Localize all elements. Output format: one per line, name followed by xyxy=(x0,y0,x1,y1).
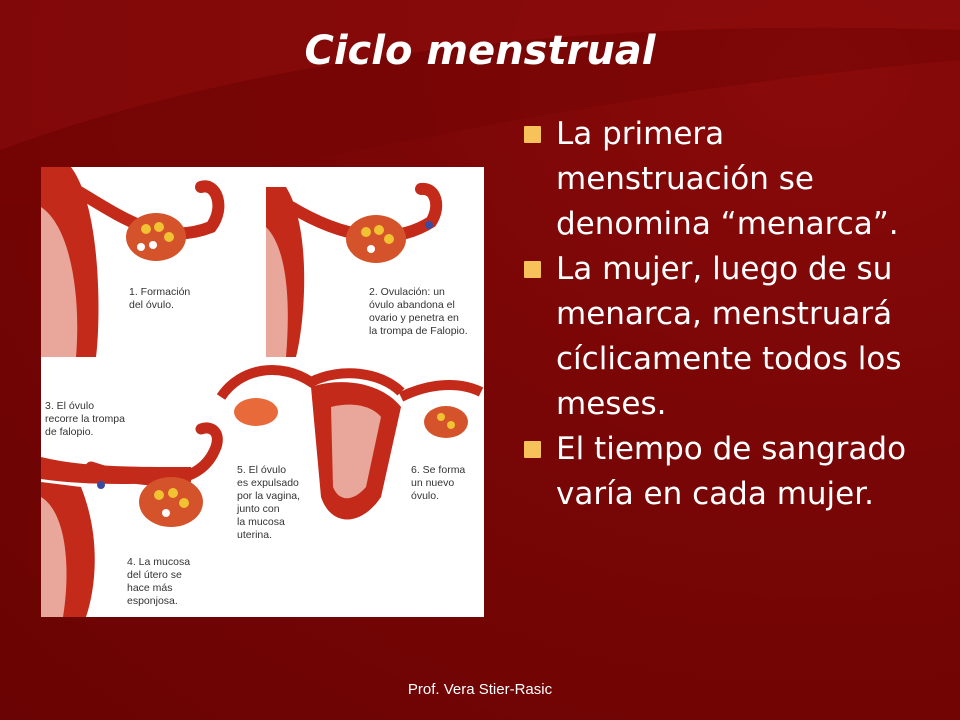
bullet-text: El tiempo de sangrado varía en cada mujer. xyxy=(556,431,907,512)
bullet-item xyxy=(520,247,940,427)
bullet-item xyxy=(520,427,940,517)
bullet-square-icon xyxy=(524,441,541,458)
bullet-text: La primera menstruación se denomina “menarca”. xyxy=(556,116,899,242)
caption-5: 5. El óvulo es expulsado por la vagina, junto con la mucosa uterina. xyxy=(237,464,301,541)
footer-author: Prof. Vera Stier-Rasic xyxy=(407,681,553,698)
bullet-text: La mujer, luego de su menarca, menstruará cíclicamente todos los meses. xyxy=(556,251,902,422)
panel-1-ovary xyxy=(41,167,218,357)
bullet-square-icon xyxy=(524,126,541,143)
caption-2: 2. Ovulación: un óvulo abandona el ovario y penetra en la trompa de Falopio. xyxy=(369,286,468,337)
caption-4: 4. La mucosa del útero se hace más esponjosa. xyxy=(127,556,191,607)
menstrual-cycle-illustration xyxy=(41,167,484,617)
slide-title: Ciclo menstrual xyxy=(304,28,656,74)
bullet-item xyxy=(520,112,940,247)
caption-6: 6. Se forma un nuevo óvulo. xyxy=(411,464,466,502)
bullet-square-icon xyxy=(524,261,541,278)
caption-3: 3. El óvulo recorre la trompa de falopio. xyxy=(45,400,125,438)
uterus-diagram xyxy=(41,167,484,617)
bullet-list xyxy=(520,112,940,517)
caption-1: 1. Formación del óvulo. xyxy=(129,286,191,311)
